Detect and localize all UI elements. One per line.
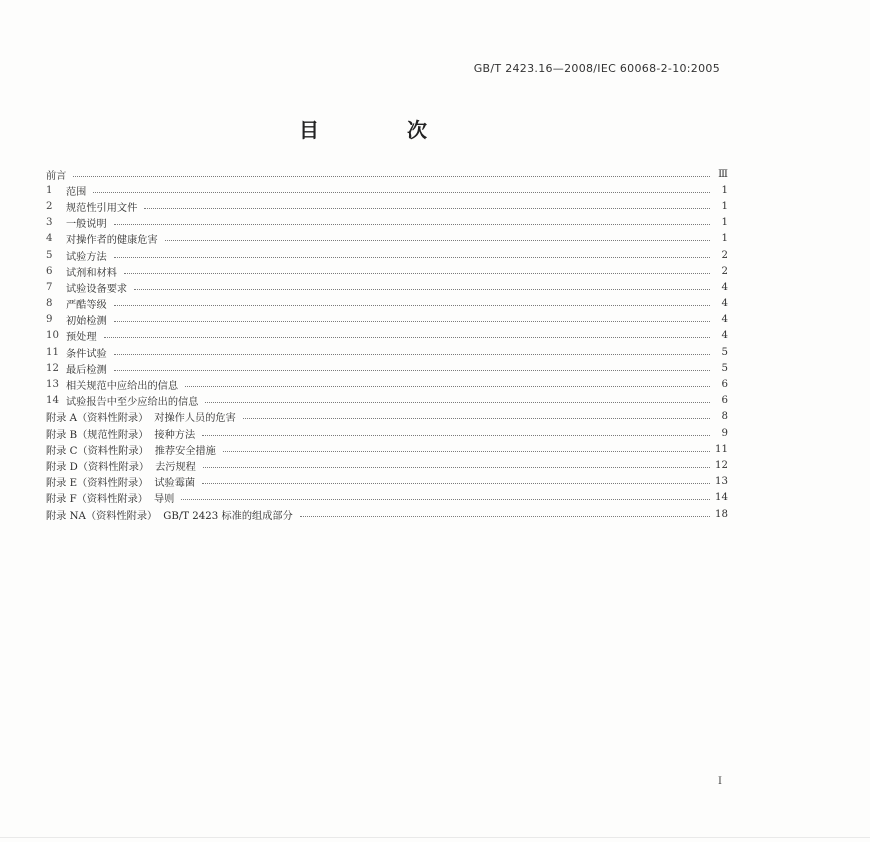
dot-leader — [114, 257, 710, 258]
table-of-contents — [46, 166, 728, 522]
annex-title: GB/T 2423 标准的组成部分 — [163, 510, 293, 522]
annex-label: 附录 C（资料性附录） — [46, 445, 149, 457]
dot-leader — [114, 305, 710, 306]
entry-page: 5 — [721, 362, 728, 374]
entry-title: 规范性引用文件 — [66, 202, 138, 214]
entry-title: 条件试验 — [66, 348, 107, 360]
entry-page: 2 — [721, 249, 728, 261]
toc-entry[interactable] — [46, 312, 728, 328]
page-divider — [0, 837, 870, 838]
entry-title: 相关规范中应给出的信息 — [66, 381, 179, 393]
annex-page: 13 — [715, 476, 728, 488]
toc-annex-entry[interactable] — [46, 490, 728, 506]
entry-page: 4 — [721, 281, 728, 293]
annex-page: 9 — [721, 427, 728, 439]
entry-page: 1 — [721, 184, 728, 196]
toc-entry[interactable] — [46, 198, 728, 214]
dot-leader — [202, 483, 710, 484]
entry-page: 4 — [721, 330, 728, 342]
dot-leader — [124, 273, 710, 274]
entry-title: 试验方法 — [66, 251, 107, 263]
dot-leader — [202, 435, 710, 436]
entry-title: 一般说明 — [66, 219, 107, 231]
dot-leader — [203, 467, 710, 468]
entry-number: 11 — [46, 346, 59, 358]
entry-number: 14 — [46, 395, 59, 407]
toc-annex-entry[interactable] — [46, 457, 728, 473]
annex-page: 11 — [715, 443, 728, 455]
dot-leader — [114, 321, 710, 322]
standard-code: GB/T 2423.16—2008/IEC 60068-2-10:2005 — [473, 62, 720, 75]
entry-title: 试剂和材料 — [66, 267, 117, 279]
entry-page: 6 — [721, 395, 728, 407]
dot-leader — [223, 451, 710, 452]
entry-number: 1 — [46, 184, 53, 196]
annex-title: 对操作人员的危害 — [154, 413, 236, 425]
dot-leader — [93, 192, 710, 193]
toc-entry[interactable] — [46, 296, 728, 312]
entry-page: 1 — [721, 233, 728, 245]
entry-page: 2 — [721, 265, 728, 277]
annex-label: 附录 E（资料性附录） — [46, 478, 149, 490]
annex-label: 附录 B（规范性附录） — [46, 429, 149, 441]
annex-title: 推荐安全措施 — [154, 445, 216, 457]
toc-entry[interactable] — [46, 328, 728, 344]
toc-annex-entry[interactable] — [46, 425, 728, 441]
entry-title: 对操作者的健康危害 — [66, 235, 158, 247]
toc-title: 目 次 — [299, 118, 461, 142]
entry-number: 10 — [46, 330, 59, 342]
dot-leader — [181, 499, 710, 500]
annex-label: 附录 NA（资料性附录） — [46, 510, 158, 522]
dot-leader — [114, 370, 710, 371]
entry-number: 4 — [46, 233, 53, 245]
entry-number: 13 — [46, 379, 59, 391]
toc-annexes — [46, 409, 728, 522]
annex-title: 接种方法 — [154, 429, 196, 441]
entry-page: 4 — [721, 298, 728, 310]
entry-page: 4 — [721, 314, 728, 326]
dot-leader — [73, 176, 710, 177]
entry-page: 1 — [721, 217, 728, 229]
entry-number: 2 — [46, 200, 53, 212]
dot-leader — [134, 289, 710, 290]
toc-entry[interactable] — [46, 263, 728, 279]
dot-leader — [114, 354, 710, 355]
toc-entry[interactable] — [46, 279, 728, 295]
entry-number: 6 — [46, 265, 53, 277]
entry-number: 7 — [46, 281, 53, 293]
dot-leader — [243, 418, 710, 419]
toc-entry[interactable] — [46, 231, 728, 247]
entry-number: 5 — [46, 249, 53, 261]
toc-entry[interactable] — [46, 344, 728, 360]
entry-title: 范围 — [66, 186, 87, 198]
entry-number: 12 — [46, 362, 59, 374]
toc-entry[interactable] — [46, 182, 728, 198]
annex-page: 18 — [715, 508, 728, 520]
toc-annex-entry[interactable] — [46, 409, 728, 425]
toc-annex-entry[interactable] — [46, 506, 728, 522]
entry-title: 最后检测 — [66, 364, 107, 376]
entry-title: 前言 — [46, 170, 67, 182]
toc-annex-entry[interactable] — [46, 474, 728, 490]
dot-leader — [185, 386, 710, 387]
dot-leader — [104, 337, 710, 338]
dot-leader — [114, 224, 710, 225]
entry-title: 预处理 — [66, 332, 97, 344]
annex-label: 附录 D（资料性附录） — [46, 461, 150, 473]
dot-leader — [205, 402, 710, 403]
toc-entry[interactable] — [46, 393, 728, 409]
toc-entries — [46, 166, 728, 409]
toc-entry[interactable] — [46, 247, 728, 263]
dot-leader — [165, 240, 710, 241]
annex-title: 导则 — [154, 494, 175, 506]
entry-page: 6 — [721, 379, 728, 391]
toc-entry[interactable] — [46, 376, 728, 392]
annex-label: 附录 F（资料性附录） — [46, 494, 148, 506]
annex-title: 去污规程 — [155, 461, 196, 473]
entry-title: 试验设备要求 — [66, 283, 128, 295]
entry-number: 3 — [46, 217, 53, 229]
page-number: I — [718, 776, 722, 787]
entry-number: 9 — [46, 314, 53, 326]
entry-page: 1 — [721, 200, 728, 212]
entry-number: 8 — [46, 298, 53, 310]
toc-entry[interactable] — [46, 215, 728, 231]
entry-title: 初始检测 — [66, 316, 107, 328]
entry-page: Ⅲ — [718, 168, 728, 180]
entry-title: 严酷等级 — [66, 300, 107, 312]
annex-page: 12 — [715, 459, 728, 471]
annex-page: 14 — [715, 492, 728, 504]
toc-entry[interactable] — [46, 360, 728, 376]
dot-leader — [144, 208, 710, 209]
entry-title: 试验报告中至少应给出的信息 — [66, 397, 199, 409]
dot-leader — [300, 516, 710, 517]
annex-page: 8 — [721, 411, 728, 423]
entry-page: 5 — [721, 346, 728, 358]
annex-title: 试验霉菌 — [154, 478, 196, 490]
annex-label: 附录 A（资料性附录） — [46, 413, 149, 425]
toc-entry[interactable] — [46, 166, 728, 182]
toc-annex-entry[interactable] — [46, 441, 728, 457]
